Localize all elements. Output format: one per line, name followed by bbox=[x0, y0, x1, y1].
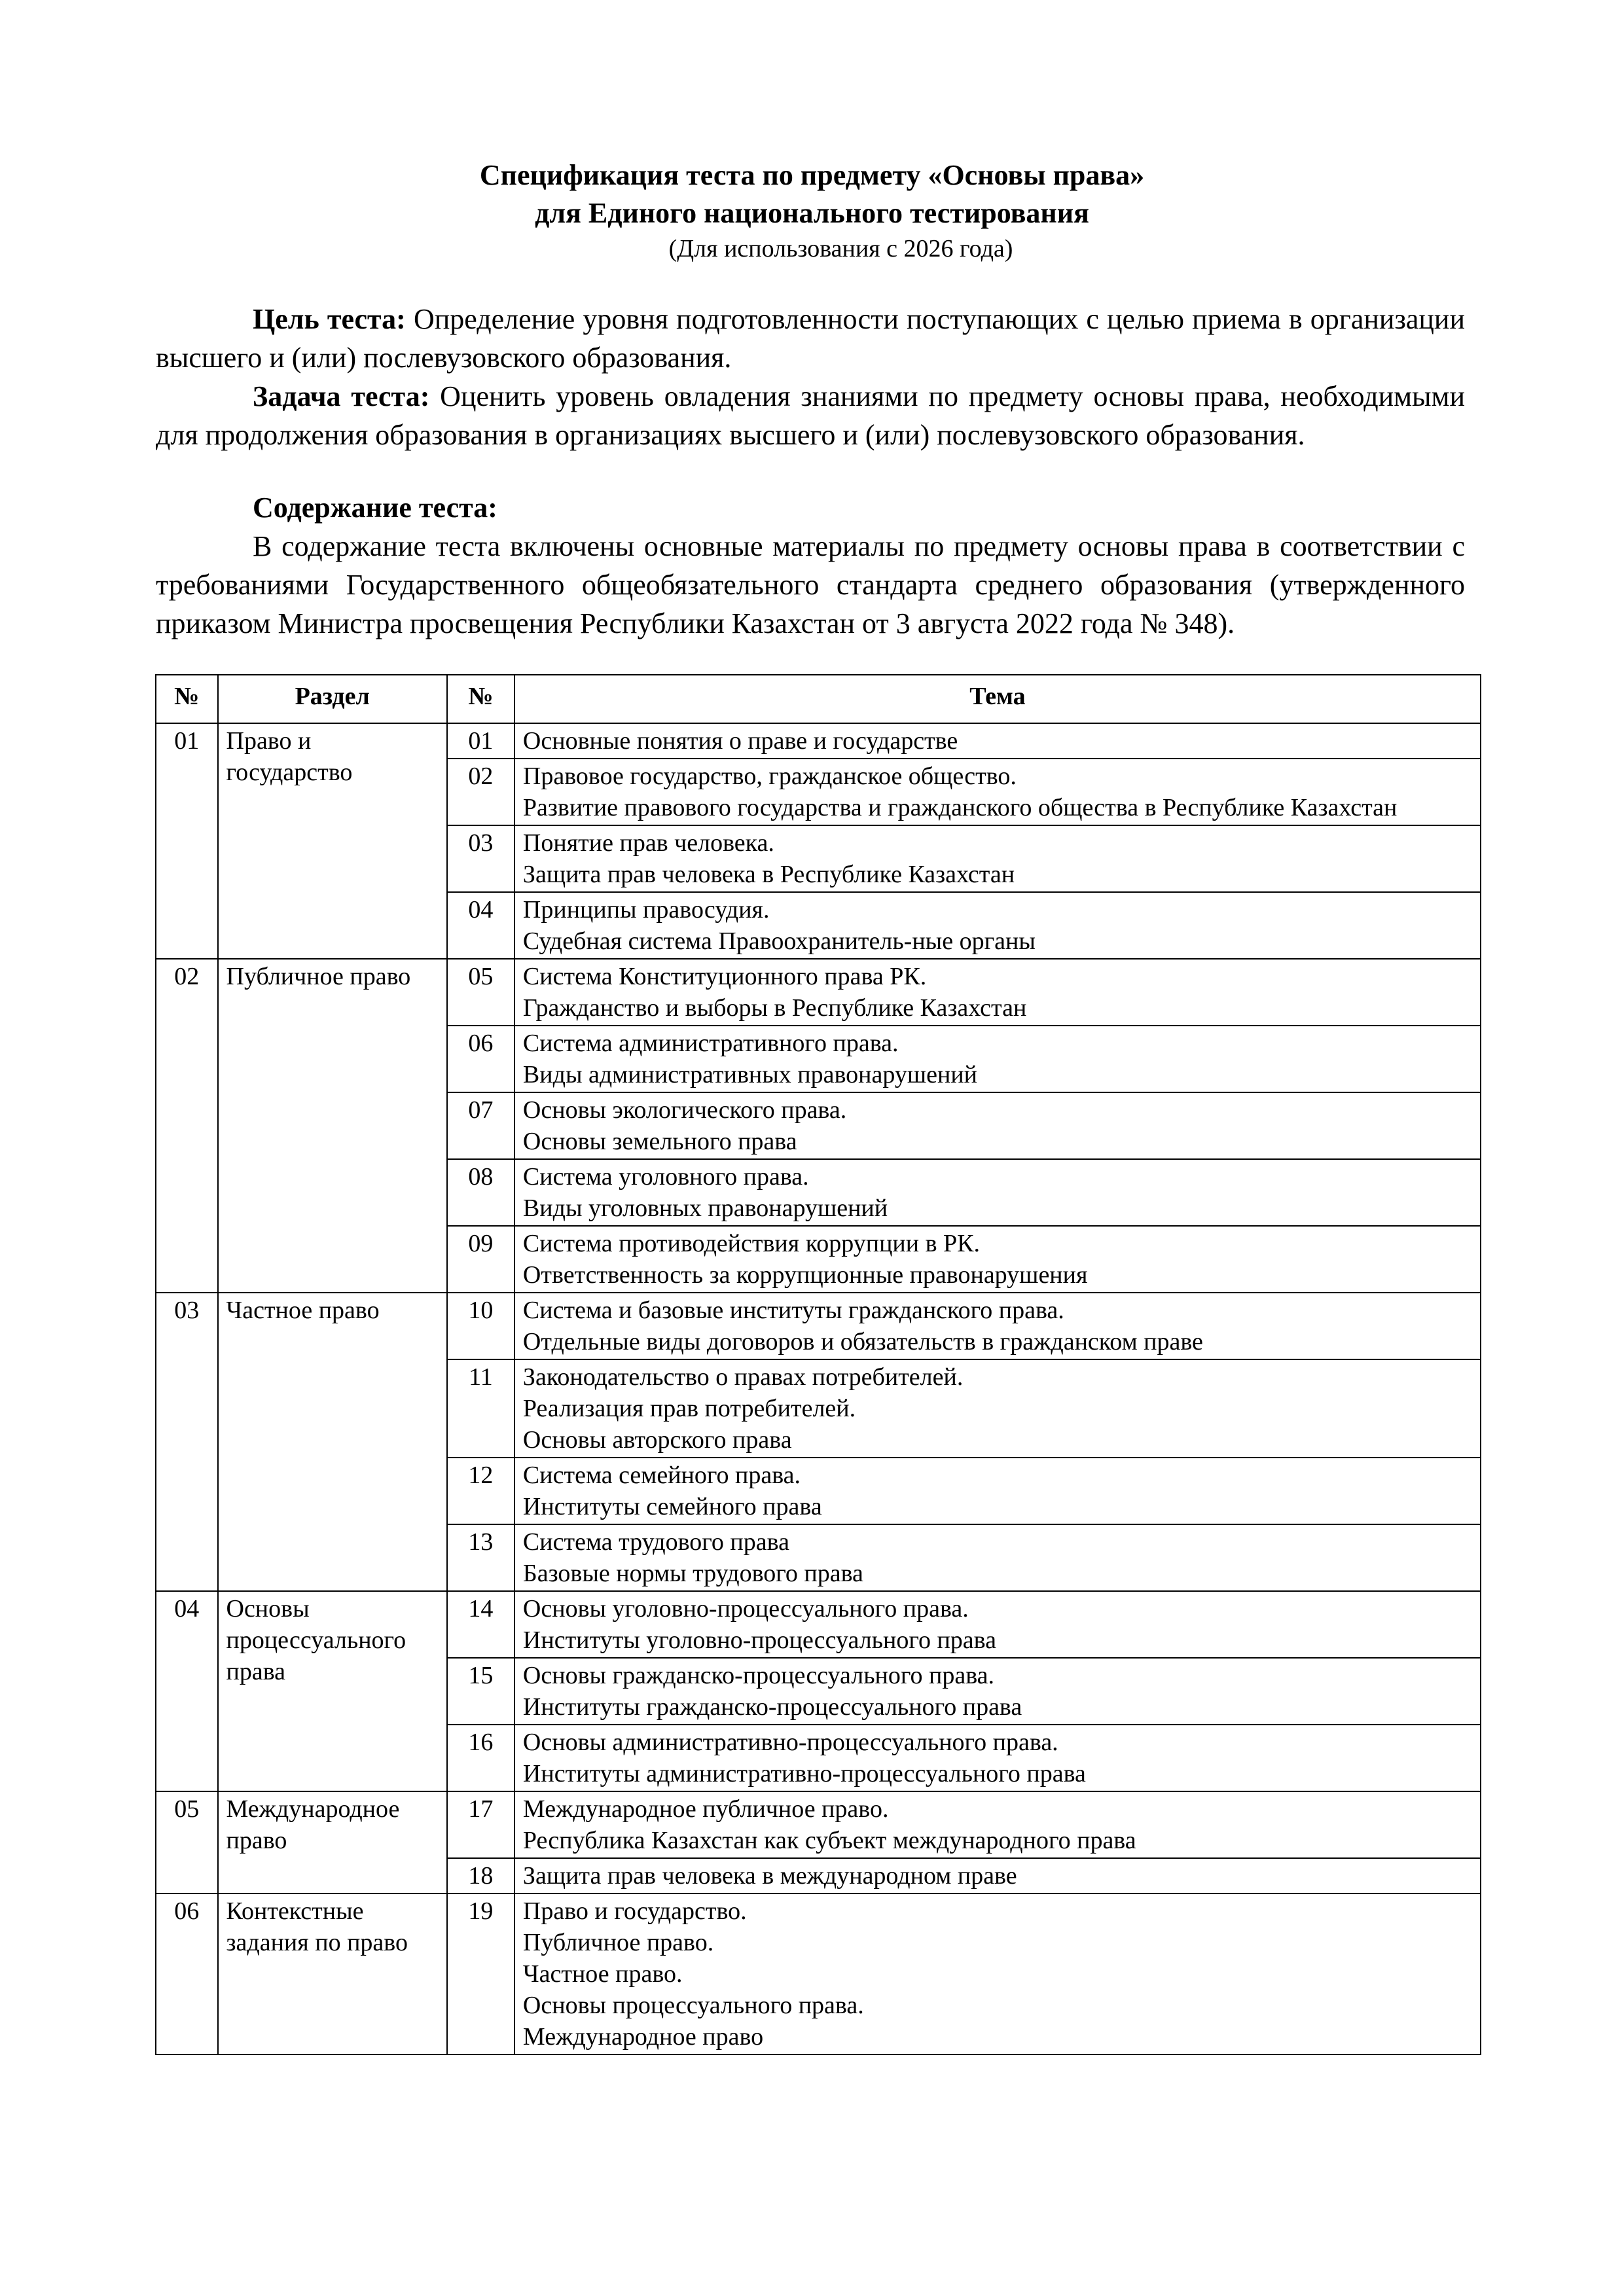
topic-cell bbox=[514, 1359, 1481, 1458]
section-name: Право и государство bbox=[218, 723, 447, 959]
topic-cell bbox=[514, 1092, 1481, 1159]
topic-cell bbox=[514, 1791, 1481, 1858]
topic-line: Законодательство о правах потребителей. bbox=[522, 1363, 964, 1391]
table-row bbox=[156, 1791, 1481, 1858]
topic-number: 17 bbox=[447, 1791, 514, 1858]
topic-line: Базовые нормы трудового права bbox=[522, 1560, 863, 1587]
topic-number: 04 bbox=[447, 892, 514, 959]
topic-cell bbox=[514, 759, 1481, 825]
table-body bbox=[156, 723, 1481, 2054]
topic-line: Основы экологического права. bbox=[522, 1096, 847, 1124]
table-row bbox=[156, 723, 1481, 759]
topic-number: 12 bbox=[447, 1458, 514, 1524]
topic-cell bbox=[514, 1893, 1481, 2054]
section-number: 03 bbox=[156, 1293, 218, 1591]
topic-line: Виды административных правонарушений bbox=[522, 1061, 978, 1088]
topic-cell bbox=[514, 892, 1481, 959]
specification-table bbox=[155, 674, 1481, 2055]
table-row bbox=[156, 959, 1481, 1026]
topic-line: Виды уголовных правонарушений bbox=[522, 1194, 888, 1222]
topic-line: Основы земельного права bbox=[522, 1128, 797, 1155]
topic-line: Правовое государство, гражданское общество. bbox=[522, 762, 1017, 790]
table-row bbox=[156, 1893, 1481, 2054]
topic-number: 18 bbox=[447, 1858, 514, 1893]
topic-line: Отдельные виды договоров и обязательств в гражданском праве bbox=[522, 1328, 1203, 1355]
topic-number: 11 bbox=[447, 1359, 514, 1458]
topic-line: Система административного права. bbox=[522, 1030, 899, 1057]
content-paragraph: В содержание теста включены основные материалы по предмету основы права в соответствии с требованиями Государственного общеобязательного стандарта среднего образования (утвержденного приказом Министра просвещения Республики Казахстан от 3 августа 2022 года № 348). bbox=[156, 530, 1465, 639]
topic-line: Институты уголовно-процессуального права bbox=[522, 1626, 996, 1654]
topic-number: 01 bbox=[447, 723, 514, 759]
task-label: Задача теста: bbox=[253, 380, 430, 412]
topic-cell bbox=[514, 1026, 1481, 1092]
topic-number: 03 bbox=[447, 825, 514, 892]
topic-line: Система уголовного права. bbox=[522, 1163, 809, 1191]
topic-number: 16 bbox=[447, 1725, 514, 1791]
task-paragraph bbox=[156, 377, 1465, 454]
topic-number: 09 bbox=[447, 1226, 514, 1293]
topic-cell bbox=[514, 1524, 1481, 1591]
content-heading: Содержание теста: bbox=[253, 492, 497, 524]
topic-number: 13 bbox=[447, 1524, 514, 1591]
topic-line: Реализация прав потребителей. bbox=[522, 1395, 856, 1422]
document-title-line2: для Единого национального тестирования bbox=[535, 197, 1089, 229]
topic-line: Понятие прав человека. bbox=[522, 829, 774, 857]
document-subtitle: (Для использования с 2026 года) bbox=[668, 235, 1013, 262]
topic-line: Система противодействия коррупции в РК. bbox=[522, 1230, 981, 1257]
section-name: Международное право bbox=[218, 1791, 447, 1893]
topic-line: Основы гражданско-процессуального права. bbox=[522, 1662, 995, 1689]
topic-cell bbox=[514, 1591, 1481, 1658]
topic-number: 06 bbox=[447, 1026, 514, 1092]
topic-cell bbox=[514, 1658, 1481, 1725]
table-row bbox=[156, 1293, 1481, 1359]
topic-number: 07 bbox=[447, 1092, 514, 1159]
topic-line: Основы административно-процессуального права. bbox=[522, 1729, 1058, 1756]
topic-line: Основные понятия о праве и государстве bbox=[522, 727, 958, 755]
topic-number: 14 bbox=[447, 1591, 514, 1658]
topic-line: Частное право. bbox=[522, 1960, 683, 1988]
section-number: 05 bbox=[156, 1791, 218, 1893]
section-name: Публичное право bbox=[218, 959, 447, 1293]
topic-line: Республика Казахстан как субъект международного права bbox=[522, 1827, 1136, 1854]
header-topic: Тема bbox=[514, 675, 1481, 723]
topic-line: Международное право bbox=[522, 2023, 764, 2051]
header-section: Раздел bbox=[218, 675, 447, 723]
document-title: Спецификация теста по предмету «Основы права» bbox=[479, 159, 1145, 191]
topic-line: Система и базовые институты гражданского права. bbox=[522, 1297, 1064, 1324]
topic-line: Судебная система Правоохранитель-ные органы bbox=[522, 927, 1036, 955]
header-topic-number: № bbox=[447, 675, 514, 723]
task-text: Оценить уровень овладения знаниями по предмету основы права, необходимыми для продолжения образования в организациях высшего и (или) послевузовского образования. bbox=[156, 380, 1465, 451]
topic-cell bbox=[514, 1858, 1481, 1893]
topic-line: Институты гражданско-процессуального права bbox=[522, 1693, 1022, 1721]
topic-line: Гражданство и выборы в Республике Казахстан bbox=[522, 994, 1027, 1022]
section-name: Основы процессуального права bbox=[218, 1591, 447, 1791]
topic-line: Институты административно-процессуального права bbox=[522, 1760, 1086, 1787]
topic-line: Защита прав человека в Республике Казахстан bbox=[522, 861, 1015, 888]
topic-line: Основы уголовно-процессуального права. bbox=[522, 1595, 969, 1623]
topic-cell bbox=[514, 1458, 1481, 1524]
section-name: Частное право bbox=[218, 1293, 447, 1591]
topic-line: Принципы правосудия. bbox=[522, 896, 770, 924]
header-section-number: № bbox=[156, 675, 218, 723]
topic-line: Международное публичное право. bbox=[522, 1795, 889, 1823]
topic-number: 15 bbox=[447, 1658, 514, 1725]
topic-line: Публичное право. bbox=[522, 1929, 714, 1956]
goal-text: Определение уровня подготовленности поступающих с целью приема в организации высшего и (или) послевузовского образования. bbox=[156, 303, 1466, 374]
topic-cell bbox=[514, 1159, 1481, 1226]
topic-line: Система семейного права. bbox=[522, 1462, 801, 1489]
topic-number: 19 bbox=[447, 1893, 514, 2054]
topic-line: Развитие правового государства и гражданского общества в Республике Казахстан bbox=[522, 794, 1398, 821]
topic-cell bbox=[514, 1725, 1481, 1791]
topic-line: Институты семейного права bbox=[522, 1493, 822, 1520]
section-name: Контекстные задания по право bbox=[218, 1893, 447, 2054]
topic-line: Защита прав человека в международном праве bbox=[522, 1862, 1017, 1890]
topic-cell bbox=[514, 1226, 1481, 1293]
goal-label: Цель теста: bbox=[253, 303, 406, 335]
topic-line: Система Конституционного права РК. bbox=[522, 963, 927, 990]
topic-number: 02 bbox=[447, 759, 514, 825]
table-header-row bbox=[156, 675, 1481, 723]
goal-paragraph bbox=[156, 300, 1465, 377]
topic-line: Право и государство. bbox=[522, 1897, 747, 1925]
topic-number: 05 bbox=[447, 959, 514, 1026]
topic-cell bbox=[514, 723, 1481, 759]
section-number: 01 bbox=[156, 723, 218, 959]
topic-cell bbox=[514, 1293, 1481, 1359]
topic-cell bbox=[514, 959, 1481, 1026]
topic-line: Основы процессуального права. bbox=[522, 1992, 864, 2019]
section-number: 04 bbox=[156, 1591, 218, 1791]
topic-number: 10 bbox=[447, 1293, 514, 1359]
topic-line: Основы авторского права bbox=[522, 1426, 792, 1454]
section-number: 06 bbox=[156, 1893, 218, 2054]
table-row bbox=[156, 1591, 1481, 1658]
topic-line: Ответственность за коррупционные правонарушения bbox=[522, 1261, 1088, 1289]
topic-line: Система трудового права bbox=[522, 1528, 789, 1556]
topic-number: 08 bbox=[447, 1159, 514, 1226]
topic-cell bbox=[514, 825, 1481, 892]
section-number: 02 bbox=[156, 959, 218, 1293]
